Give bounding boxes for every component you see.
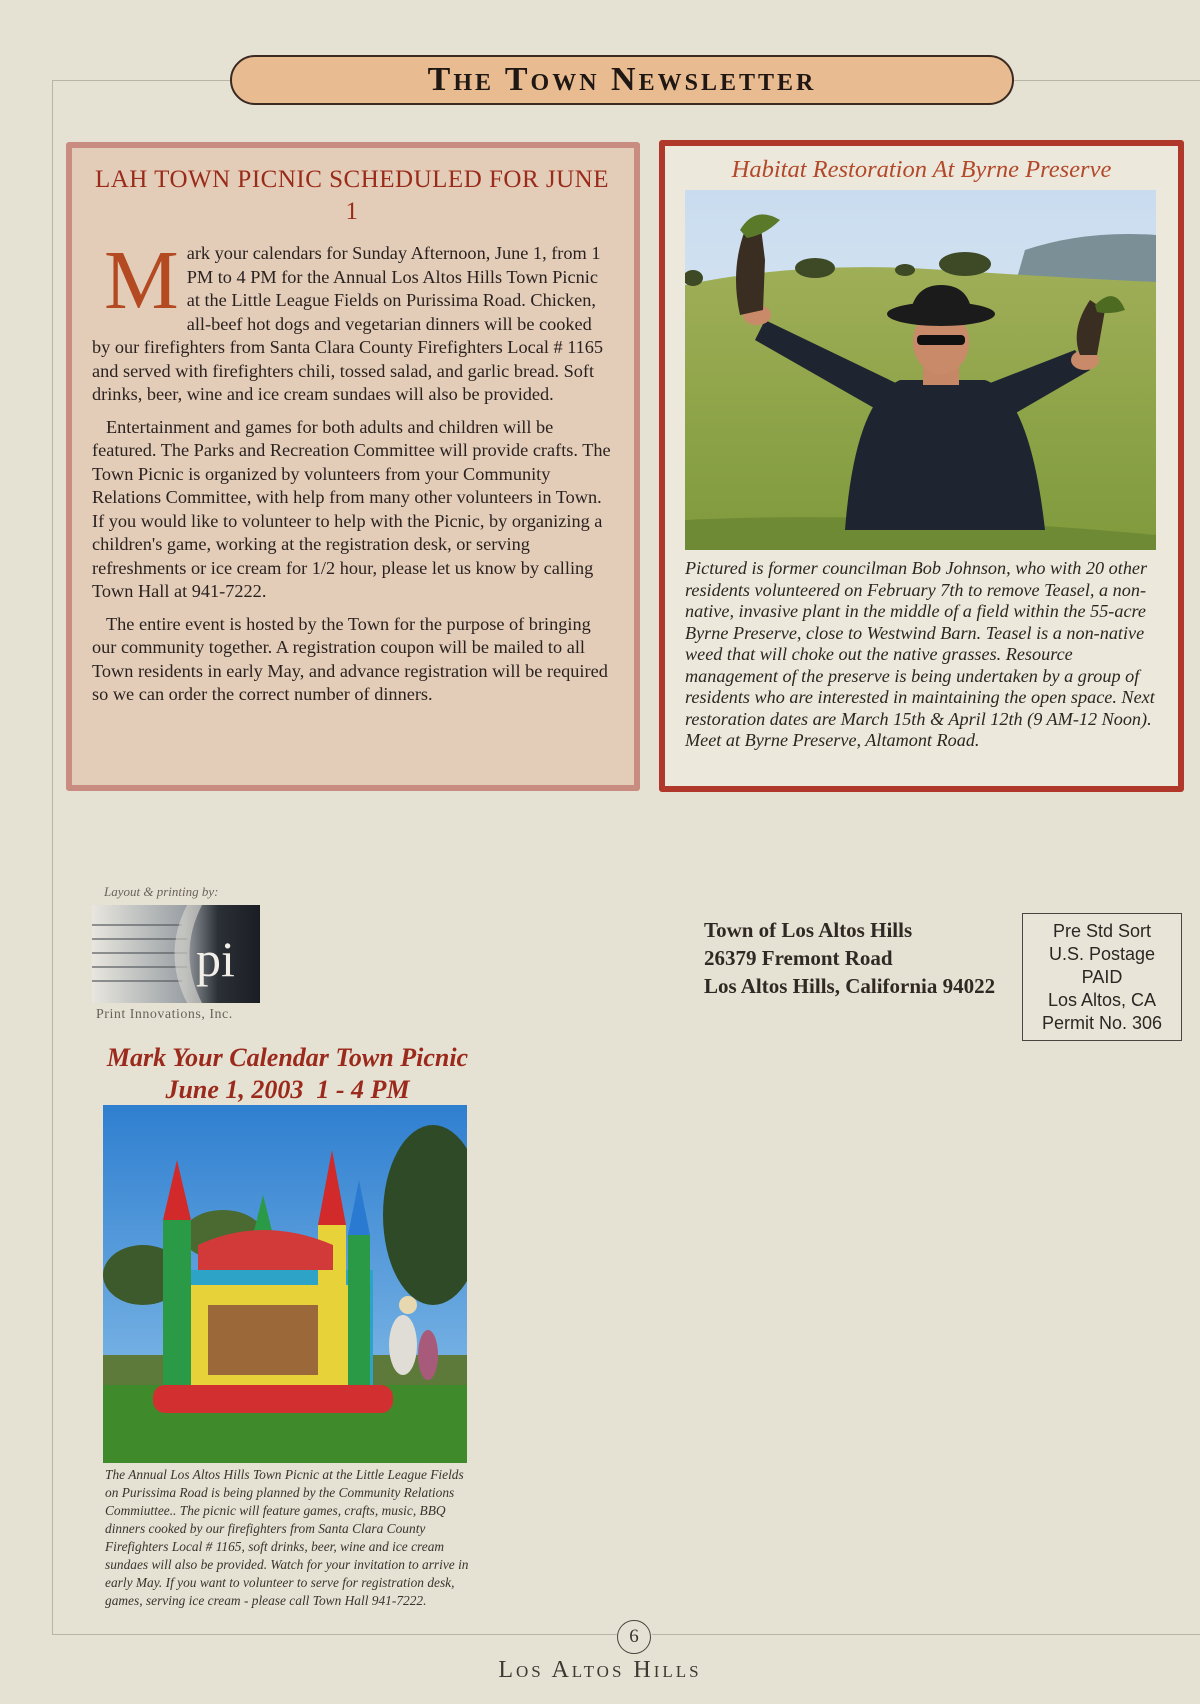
frame-rule bbox=[52, 80, 53, 1635]
postage-line: Los Altos, CA bbox=[1047, 990, 1157, 1010]
printer-credit: Layout & printing by: bbox=[104, 884, 219, 899]
promo-title-line: June 1, 2003 1 - 4 PM bbox=[165, 1075, 410, 1104]
habitat-feature bbox=[659, 140, 1184, 792]
postage-line: U.S. Postage bbox=[1048, 944, 1156, 964]
printer-logo-text: pi bbox=[196, 931, 235, 987]
postage-line: PAID bbox=[1081, 967, 1123, 987]
frame-rule bbox=[52, 80, 232, 81]
article-paragraph-text: ark your calendars for Sunday Afternoon, June 1, from 1 PM to 4 PM for the Annual Los Altos Hills Town Picnic at the Little League Fields on Purissima Road. Chicken, all-beef hot dogs and vegetarian dinners will be cooked by our firefighters from Santa Clara County Firefighters Local # 1165 and served with firefighters chili, tossed salad, and garlic bread. Soft drinks, beer, wine and ice cream sundaes will also be provided. bbox=[92, 243, 604, 404]
frame-rule bbox=[652, 1634, 1200, 1635]
article-paragraph bbox=[92, 234, 612, 407]
postage-indicia bbox=[1022, 913, 1182, 1041]
newsletter-masthead bbox=[230, 55, 1014, 105]
article-paragraph: Entertainment and games for both adults and children will be featured. The Parks and Recreation Committee will provide crafts. The Town Picnic is organized by volunteers from your Community Relations Committee, with help from many other volunteers in Town. If you would like to volunteer to help with the Picnic, by organizing a children's game, working at the registration desk, or serving refreshments or ice cream for 1/2 hour, please let us know by calling Town Hall at 941-7222. bbox=[92, 416, 611, 601]
postage-line: Permit No. 306 bbox=[1041, 1013, 1163, 1033]
frame-rule bbox=[1010, 80, 1200, 81]
frame-rule bbox=[52, 1634, 617, 1635]
habitat-caption: Pictured is former councilman Bob Johnson, who with 20 other residents volunteered on February 7th to remove Teasel, a non-native, invasive plant in the middle of a field within the 55-acre Byrne Preserve, close to Westwind Barn. Teasel is a non-native weed that will choke out the native grasses. Resource management of the preserve is being undertaken by a group of residents who are interested in maintaining the open space. Next restoration dates are March 15th & April 12th (9 AM-12 Noon). Meet at Byrne Preserve, Altamont Road. bbox=[685, 558, 1155, 750]
habitat-headline: Habitat Restoration At Byrne Preserve bbox=[731, 156, 1112, 183]
promo-caption: The Annual Los Altos Hills Town Picnic at the Little League Fields on Purissima Road is being planned by the Community Relations Commiuttee.. The picnic will feature games, crafts, music, BBQ dinners cooked by our firefighters from Santa Clara County Firefighters Local # 1165, soft drinks, beer, wine and ice cream sundaes will also be provided. Watch for your invitation to arrive in early May. If you want to volunteer to serve for registration desk, games, serving ice cream - please call Town Hall 941-7222. bbox=[105, 1467, 469, 1608]
page-number: 6 bbox=[617, 1620, 651, 1654]
return-address bbox=[704, 916, 995, 1000]
page-footer: Los Altos Hills bbox=[498, 1657, 702, 1683]
address-line: 26379 Fremont Road bbox=[704, 946, 893, 970]
printer-name: Print Innovations, Inc. bbox=[96, 1007, 233, 1022]
address-line: Los Altos Hills, California 94022 bbox=[704, 974, 996, 998]
picnic-headline: LAH TOWN PICNIC SCHEDULED FOR JUNE 1 bbox=[94, 166, 609, 225]
address-line: Town of Los Altos Hills bbox=[704, 918, 913, 942]
volunteer-photo bbox=[685, 190, 1156, 550]
promo-title bbox=[100, 1042, 475, 1106]
picnic-article bbox=[66, 142, 640, 791]
drop-cap: M bbox=[104, 234, 179, 327]
bounce-house-photo bbox=[103, 1105, 467, 1463]
postage-line: Pre Std Sort bbox=[1052, 921, 1152, 941]
masthead-title: The Town Newsletter bbox=[427, 61, 817, 98]
article-paragraph: The entire event is hosted by the Town for the purpose of bringing our community together. A registration coupon will be mailed to all Town residents in early May, and advance registration will be required so we can order the correct number of dinners. bbox=[92, 613, 608, 704]
promo-title-line: Mark Your Calendar Town Picnic bbox=[106, 1043, 469, 1072]
